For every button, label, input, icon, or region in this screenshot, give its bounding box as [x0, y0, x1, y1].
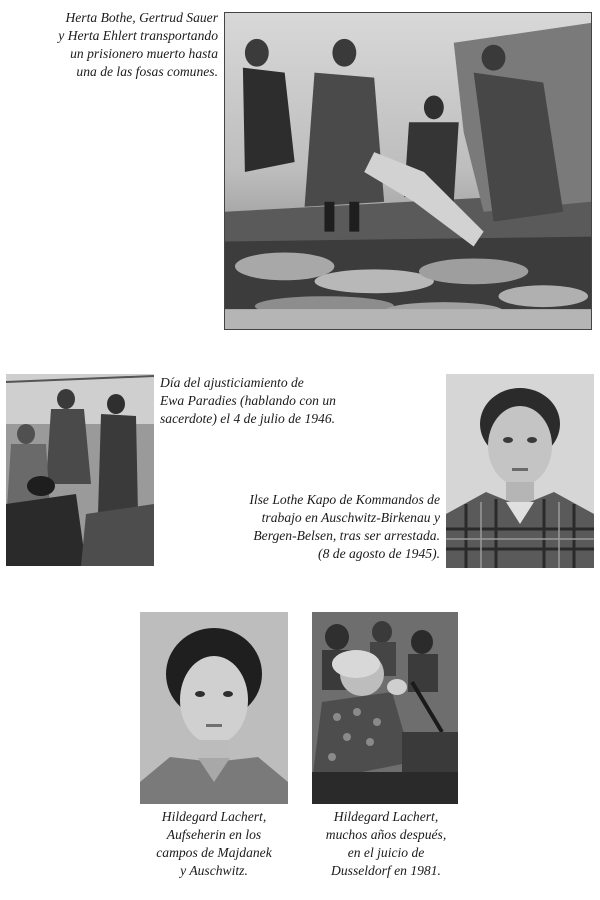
photo-ilse-lothe-portrait-image: [446, 374, 594, 568]
photo-execution-day: [6, 374, 154, 566]
photo-mass-grave: [224, 12, 592, 330]
caption-execution-day: Día del ajusticiamiento de Ewa Paradies (hablando con un sacerdote) el 4 de julio de 1946.: [160, 375, 336, 426]
caption-hildegard-lachert-young: Hildegard Lachert, Aufseherin en los campos de Majdanek y Auschwitz.: [156, 809, 272, 878]
photo-hildegard-lachert-trial-image: [312, 612, 458, 804]
photo-hildegard-lachert-trial: [312, 612, 458, 804]
caption-mass-grave: Herta Bothe, Gertrud Sauer y Herta Ehlert transportando un prisionero muerto hasta una de las fosas comunes.: [58, 10, 218, 79]
photo-execution-day-image: [6, 374, 154, 566]
caption-ilse-lothe: Ilse Lothe Kapo de Kommandos de trabajo en Auschwitz-Birkenau y Bergen-Belsen, tras ser arrestada. (8 de agosto de 1945).: [249, 492, 440, 561]
photo-ilse-lothe-portrait: [446, 374, 594, 568]
photo-mass-grave-image: [225, 13, 591, 329]
photo-hildegard-lachert-young: [140, 612, 288, 804]
photo-hildegard-lachert-young-image: [140, 612, 288, 804]
caption-hildegard-lachert-trial: Hildegard Lachert, muchos años después, en el juicio de Dusseldorf en 1981.: [325, 809, 447, 878]
